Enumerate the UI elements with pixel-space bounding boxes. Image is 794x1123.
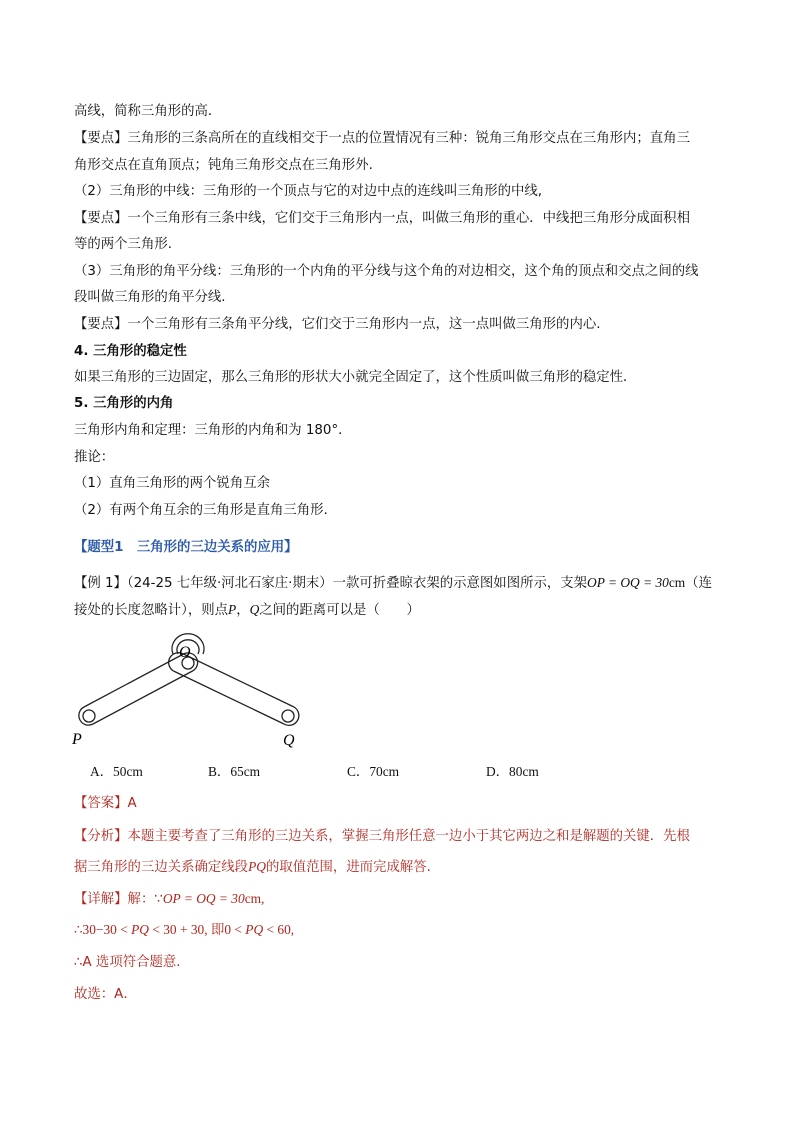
text-line-7: （3）三角形的角平分线：三角形的一个内角的平分线与这个角的对边相交，这个角的顶点和交点之间的线 [74, 264, 699, 279]
example-math-op-oq: OP = OQ = 30 [587, 575, 669, 590]
choice-d[interactable]: D．80cm [486, 764, 539, 779]
detail-math: OP = OQ = 30 [162, 891, 245, 906]
analysis-math-pq: PQ [248, 859, 266, 874]
text-line-5: 【要点】一个三角形有三条中线，它们交于三角形内一点，叫做三角形的重心．中线把三角形分成面积相 [74, 211, 690, 226]
example-intro: 【例 1】（24-25 七年级·河北石家庄·期末）一款可折叠晾衣架的示意图如图所示，支架 [74, 576, 588, 591]
example-point-q: Q [249, 602, 260, 617]
step2-post: < 60, [263, 922, 295, 937]
label-q: Q [283, 732, 295, 749]
step-conclusion: ∴A 选项符合题意． [74, 955, 190, 970]
label-o: O [179, 644, 191, 661]
example-line2-pre: 接处的长度忽略计），则点 [74, 603, 228, 618]
section-4-text: 如果三角形的三边固定，那么三角形的形状大小就完全固定了，这个性质叫做三角形的稳定性． [74, 370, 637, 385]
example-line-2 [74, 600, 720, 621]
step2-pq-1: PQ [131, 922, 149, 937]
question-type-heading: 【题型1 三角形的三边关系的应用】 [74, 540, 298, 555]
answer-choices [74, 762, 720, 782]
example-unit: cm（连 [668, 575, 712, 590]
example-comma: ， [236, 603, 250, 618]
example-point-p: P [228, 602, 237, 617]
label-p: P [72, 731, 82, 748]
text-line-3: 角形交点在直角顶点；钝角三角形交点在三角形外. [74, 158, 373, 173]
joint-p [83, 710, 95, 722]
analysis-line2-post: 的取值范围，进而完成解答． [265, 860, 441, 875]
text-line-9: 【要点】一个三角形有三条角平分线，它们交于三角形内一点，这一点叫做三角形的内心. [74, 317, 601, 332]
section-5-title: 5. 三角形的内角 [74, 396, 174, 411]
analysis-line-1: 【分析】本题主要考查了三角形的三边关系，掌握三角形任意一边小于其它两边之和是解题的关键．先根 [74, 829, 690, 844]
drying-rack-figure [70, 626, 320, 756]
step2-pre: ∴30−30 < [74, 922, 132, 937]
section-5-text: 三角形内角和定理：三角形的内角和为 180°． [74, 423, 352, 438]
answer-line: 【答案】A [74, 796, 137, 811]
step2-mid: < 30 + 30, 即0 < [148, 922, 246, 937]
section-4-title: 4. 三角形的稳定性 [74, 344, 187, 359]
final-answer: 故选：A． [74, 987, 137, 1002]
corollary-1: （1）直角三角形的两个锐角互余 [74, 476, 270, 491]
choice-c[interactable]: C．70cm [347, 764, 400, 779]
text-line-2: 【要点】三角形的三条高所在的直线相交于一点的位置情况有三种：锐角三角形交点在三角形内；直角三 [74, 131, 690, 146]
choice-a[interactable]: A．50cm [90, 764, 143, 779]
arm-oq [169, 653, 299, 726]
example-line-1 [74, 573, 720, 594]
text-line-1: 高线，简称三角形的高． [74, 104, 222, 119]
text-line-4: （2）三角形的中线：三角形的一个顶点与它的对边中点的连线叫三角形的中线, [74, 184, 543, 199]
analysis-line2-pre: 据三角形的三边关系确定线段 [74, 860, 249, 875]
joint-q [282, 710, 294, 722]
analysis-line-2 [74, 857, 720, 878]
example-line2-post: 之间的距离可以是（ ） [259, 603, 420, 618]
text-line-8: 段叫做三角形的角平分线. [74, 290, 226, 305]
choice-b[interactable]: B．65cm [208, 764, 261, 779]
detail-label: 【详解】解：∵ [74, 892, 163, 907]
detail-line [74, 889, 720, 910]
corollary-2: （2）有两个角互余的三角形是直角三角形. [74, 503, 328, 518]
corollary-label: 推论： [74, 450, 115, 465]
step-inequality [74, 920, 720, 940]
step2-pq-2: PQ [245, 922, 264, 937]
arm-op [79, 653, 198, 725]
detail-unit: cm, [244, 891, 265, 906]
text-line-6: 等的两个三角形. [74, 237, 172, 252]
